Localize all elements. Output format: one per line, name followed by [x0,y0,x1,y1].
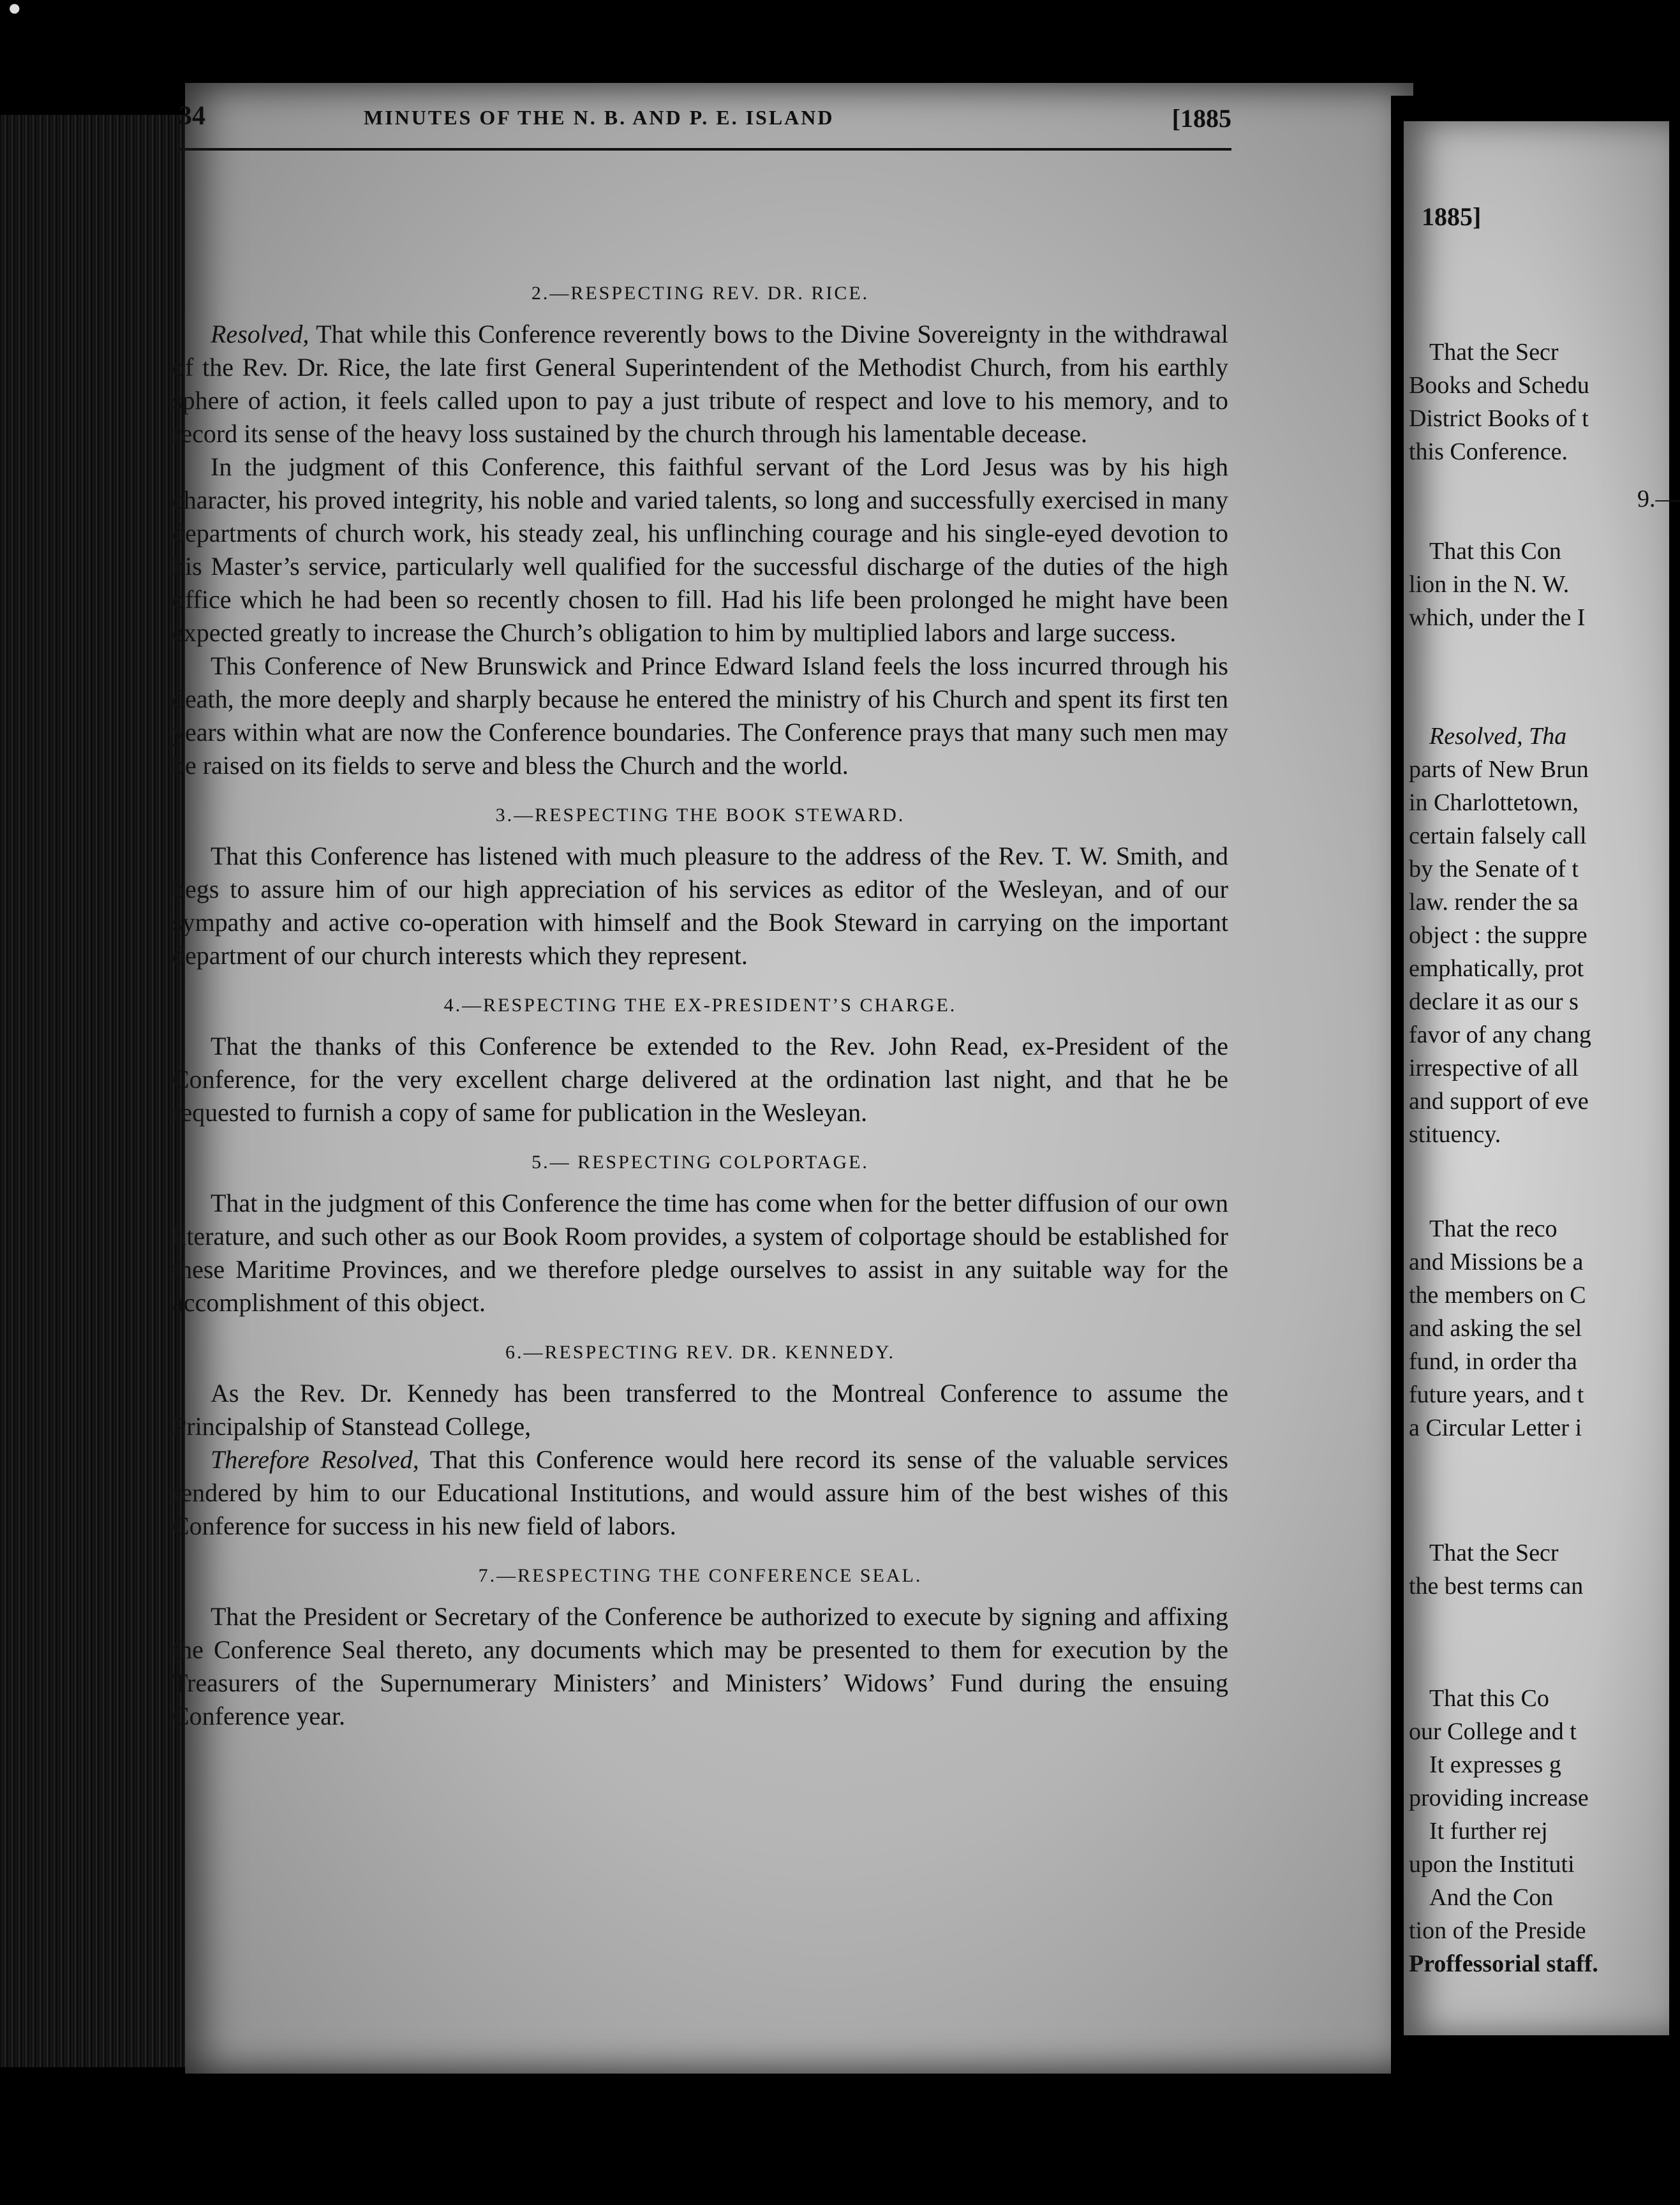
right-line: Proffessorial staff. [1409,1950,1598,1977]
paragraph-text: As the Rev. Dr. Kennedy has been transferred to the Montreal Conference to assume the Principalship of Stanstead College, [172,1379,1228,1441]
section-heading: 2.—RESPECTING REV. DR. RICE. [531,283,870,304]
paragraph [172,840,1228,972]
paragraph [172,318,1228,450]
right-line: in Charlottetown, [1409,789,1579,816]
right-line: and support of eve [1409,1088,1589,1115]
right-line: That this Co [1429,1685,1549,1712]
right-running-year: 1885] [1422,202,1482,231]
right-line: emphatically, prot [1409,955,1584,982]
right-line: That this Con [1429,538,1561,565]
corner-mark: ● [9,0,20,15]
right-line: the best terms can [1409,1573,1584,1600]
right-line: And the Con [1429,1884,1554,1911]
paragraph [172,1443,1228,1543]
right-line: irrespective of all [1409,1055,1579,1081]
paragraph [172,450,1228,650]
right-line: a Circular Letter i [1409,1414,1582,1441]
paragraph-text: This Conference of New Brunswick and Prince Edward Island feels the loss incurred through his death, the more deeply and sharply because he entered the ministry of his Church and spent its first ten years within what are now the Conference boundaries. The Conference prays that many such men may be raised on its fields to serve and bless the Church and the world. [172,651,1228,780]
paragraph [172,1377,1228,1443]
paragraph-text: That this Conference has listened with much pleasure to the address of the Rev. T. W. Smith, and begs to assure him of our high appreciation of his services as editor of the Wesleyan, and of our sympathy and active co-operation with himself and the Book Steward in carrying on the important department of our church interests which they represent. [172,842,1228,970]
right-line: parts of New Brun [1409,756,1589,783]
left-page-body [172,273,1228,1733]
paragraph-text: That the thanks of this Conference be extended to the Rev. John Read, ex-President of the Conference, for the very excellent charge delivered at the ordination last night, and that he be requested to furnish a copy of same for publication in the Wesleyan. [172,1032,1228,1127]
paragraph [172,1600,1228,1733]
right-line: stituency. [1409,1121,1501,1148]
right-line: providing increase [1409,1785,1589,1811]
right-line: fund, in order tha [1409,1348,1577,1375]
right-line: Books and Schedu [1409,372,1589,399]
right-line: and Missions be a [1409,1249,1584,1275]
section-heading: 3.—RESPECTING THE BOOK STEWARD. [495,805,905,826]
right-line: lion in the N. W. [1409,571,1570,598]
right-line: certain falsely call [1409,822,1587,849]
right-line: declare it as our s [1409,988,1579,1015]
right-line: That the reco [1429,1215,1557,1242]
right-line: That the Secr [1429,339,1559,366]
right-line: upon the Instituti [1409,1851,1575,1878]
right-line: future years, and t [1409,1381,1584,1408]
right-line: by the Senate of t [1409,856,1579,882]
section-heading: 4.—RESPECTING THE EX-PRESIDENT’S CHARGE. [443,995,957,1016]
right-line: District Books of t [1409,405,1589,432]
right-line: favor of any chang [1409,1021,1591,1048]
paragraph-text: That the President or Secretary of the Conference be authorized to execute by signing and affixing the Conference Seal thereto, any documents which may be presented to them for execution by the Treasurers of the Supernumerary Ministers’ and Ministers’ Widows’ Fund during the ensuing Conference year. [172,1602,1228,1730]
header-rule [179,148,1231,151]
section-heading: 6.—RESPECTING REV. DR. KENNEDY. [505,1342,896,1363]
running-title: MINUTES OF THE N. B. AND P. E. ISLAND [364,106,835,129]
right-line: That the Secr [1429,1540,1559,1566]
right-line: It expresses g [1429,1751,1561,1778]
running-head [179,101,1231,139]
right-line: law. render the sa [1409,889,1579,916]
paragraph [172,1030,1228,1129]
right-line: It further rej [1429,1818,1548,1845]
paragraph-text: That this Conference would here record its sense of the valuable services rendered by him to our Educational Institutions, and would assure him of the best wishes of this Conference for success in his new field of labors. [172,1445,1228,1540]
right-line: 9.— [1637,486,1680,512]
page-number: 34 [179,101,205,131]
section-heading: 7.—RESPECTING THE CONFERENCE SEAL. [478,1565,923,1586]
paragraph-text: In the judgment of this Conference, this faithful servant of the Lord Jesus was by his high character, his proved integrity, his noble and varied talents, so long and successfully exercised in many departments of church work, his steady zeal, his unflinching courage and his single-eyed devotion to his Master’s service, particularly well qualified for the successful discharge of the duties of the high office which he had been so recently chosen to fill. Had his life been prolonged he might have been expected greatly to increase the Church’s obligation to him by multiplied labors and large success. [172,452,1228,647]
paragraph-text: That while this Conference reverently bows to the Divine Sovereignty in the withdrawal of the Rev. Dr. Rice, the late first General Superintendent of the Methodist Church, from his earthly sphere of action, it feels called upon to pay a just tribute of respect and love to his memory, and to record its sense of the heavy loss sustained by the church through his lamentable decease. [172,320,1228,448]
paragraph [172,650,1228,782]
right-line: our College and t [1409,1718,1577,1745]
running-year: [1885 [1171,104,1231,133]
section-heading: 5.— RESPECTING COLPORTAGE. [532,1152,869,1173]
paragraph-text: That in the judgment of this Conference the time has come when for the better diffusion of our own literature, and such other as our Book Room provides, a system of colportage should be established for these Maritime Provinces, and we therefore pledge ourselves to assist in any suitable way for the accomplishment of this object. [172,1189,1228,1317]
right-line: and asking the sel [1409,1315,1582,1342]
right-line: tion of the Preside [1409,1917,1586,1944]
right-line: this Conference. [1409,438,1568,465]
right-line: Resolved, Tha [1429,723,1567,750]
paragraph-lead: Therefore Resolved, [211,1445,419,1474]
paragraph-lead: Resolved, [211,320,309,348]
right-line: the members on C [1409,1282,1586,1309]
paragraph [172,1187,1228,1319]
right-line: which, under the I [1409,604,1586,631]
right-line: object : the suppre [1409,922,1587,949]
book-spine [0,115,191,2067]
